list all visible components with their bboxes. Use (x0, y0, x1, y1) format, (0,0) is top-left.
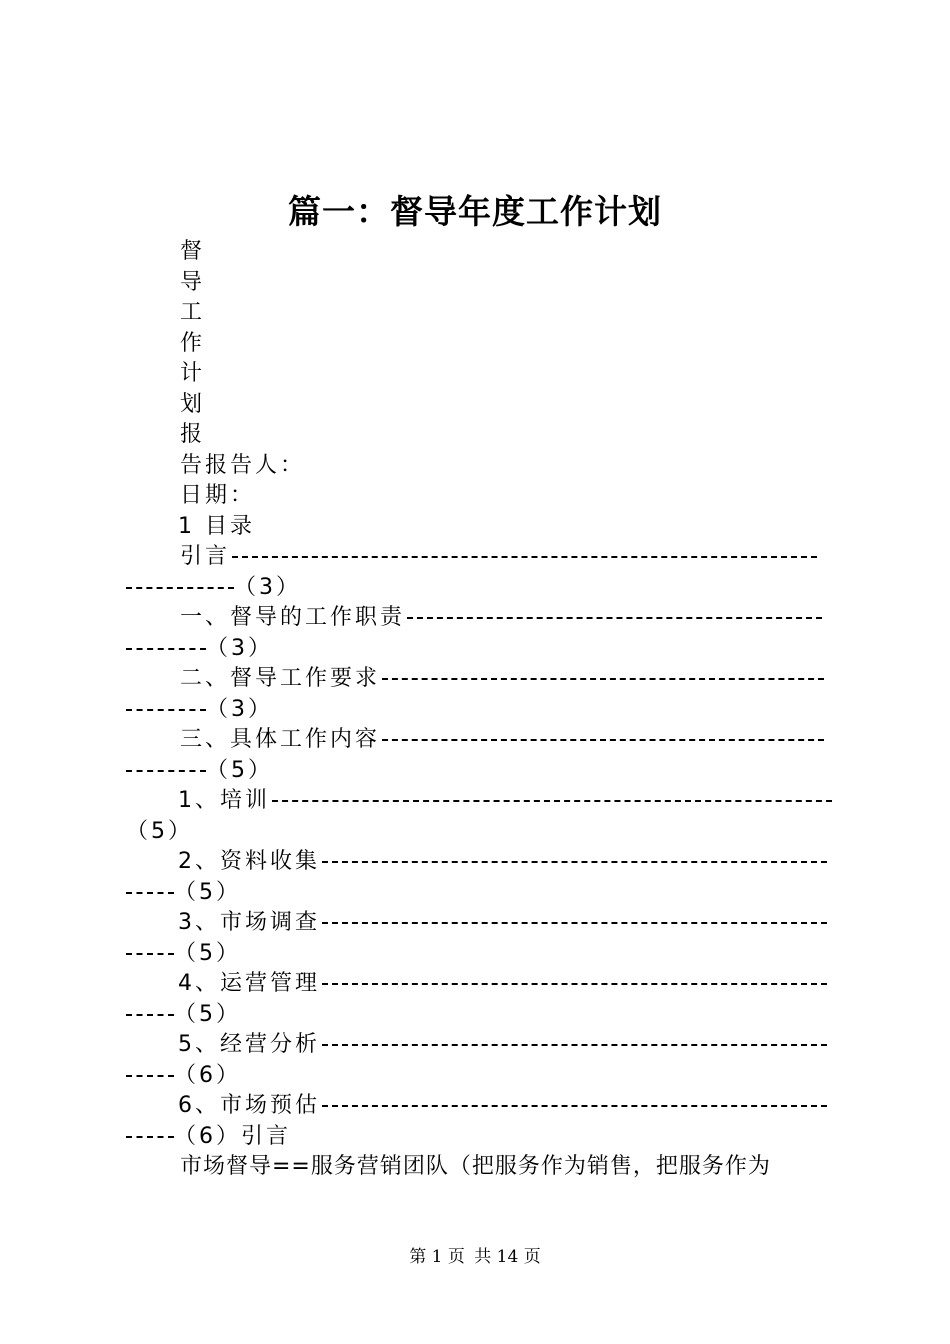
toc-entry-label: 5、经营分析 (178, 1032, 320, 1057)
toc-leader (382, 739, 824, 741)
date-label: 日期： (180, 483, 256, 508)
toc-entry (180, 725, 824, 755)
toc-entry-continuation (126, 1061, 241, 1091)
toc-leader (126, 770, 206, 772)
toc-entry-label: 1、培训 (178, 788, 270, 813)
toc-entry-label: 三、具体工作内容 (180, 727, 381, 752)
toc-entry-page: （3） (206, 636, 273, 661)
toc-entry-label: 6、市场预估 (178, 1093, 320, 1118)
toc-entry (178, 847, 827, 877)
toc-leader (272, 800, 832, 802)
cover-char: 导 (180, 270, 206, 295)
toc-entry-label: 引言 (180, 544, 231, 569)
page-footer (0, 1242, 950, 1267)
toc-leader (126, 648, 206, 650)
toc-entry-continuation (126, 573, 301, 603)
toc-leader (232, 556, 817, 558)
toc-leader (322, 861, 827, 863)
toc-entry-label: 一、督导的工作职责 (180, 605, 406, 630)
toc-entry-continuation (126, 1000, 241, 1030)
body-paragraph: 市场督导==服务营销团队（把服务作为销售，把服务作为 (180, 1154, 771, 1179)
toc-leader (322, 983, 827, 985)
toc-leader (322, 1044, 827, 1046)
toc-entry-continuation (126, 1122, 291, 1152)
page-number: 第 1 页 (409, 1247, 465, 1267)
toc-entry-continuation (126, 695, 273, 725)
toc-leader (322, 1105, 827, 1107)
toc-entry-continuation (126, 634, 273, 664)
toc-entry-page: （6）引言 (174, 1124, 291, 1149)
toc-entry-continuation (126, 817, 193, 847)
toc-entry-continuation (126, 756, 273, 786)
toc-leader (126, 1075, 174, 1077)
toc-entry-page: （3） (234, 575, 301, 600)
toc-entry-page: （5） (206, 758, 273, 783)
toc-leader (126, 953, 174, 955)
page-total: 共 14 页 (474, 1247, 541, 1267)
toc-entry-continuation (126, 878, 241, 908)
toc-entry-page: （5） (174, 941, 241, 966)
toc-entry-label: 4、运营管理 (178, 971, 320, 996)
document-title: 篇一：督导年度工作计划 (288, 192, 662, 231)
toc-heading: 1 目录 (178, 514, 255, 539)
toc-entry-label: 2、资料收集 (178, 849, 320, 874)
cover-char: 报 (180, 422, 206, 447)
toc-entry-page: （5） (174, 880, 241, 905)
toc-leader (126, 709, 206, 711)
toc-leader (126, 1136, 174, 1138)
cover-char: 计 (180, 361, 206, 386)
toc-leader (126, 892, 174, 894)
toc-entry-page: （5） (126, 819, 193, 844)
toc-leader (322, 922, 827, 924)
cover-char: 督 (180, 239, 206, 264)
toc-entry (178, 786, 832, 816)
toc-leader (126, 1014, 174, 1016)
toc-entry-page: （3） (206, 697, 273, 722)
cover-char: 划 (180, 392, 206, 417)
toc-leader (382, 678, 824, 680)
toc-entry-continuation (126, 939, 241, 969)
toc-leader (407, 617, 822, 619)
toc-entry (180, 542, 817, 572)
reporter-label: 告报告人： (180, 453, 306, 478)
toc-entry (178, 969, 827, 999)
toc-entry-label: 3、市场调查 (178, 910, 320, 935)
toc-entry (178, 1091, 827, 1121)
toc-entry-label: 二、督导工作要求 (180, 666, 381, 691)
toc-entry-page: （6） (174, 1063, 241, 1088)
toc-leader (126, 587, 234, 589)
cover-char: 工 (180, 300, 206, 325)
cover-char: 作 (180, 331, 206, 356)
toc-entry (180, 603, 822, 633)
toc-entry (180, 664, 824, 694)
toc-entry (178, 908, 827, 938)
toc-entry (178, 1030, 827, 1060)
toc-entry-page: （5） (174, 1002, 241, 1027)
